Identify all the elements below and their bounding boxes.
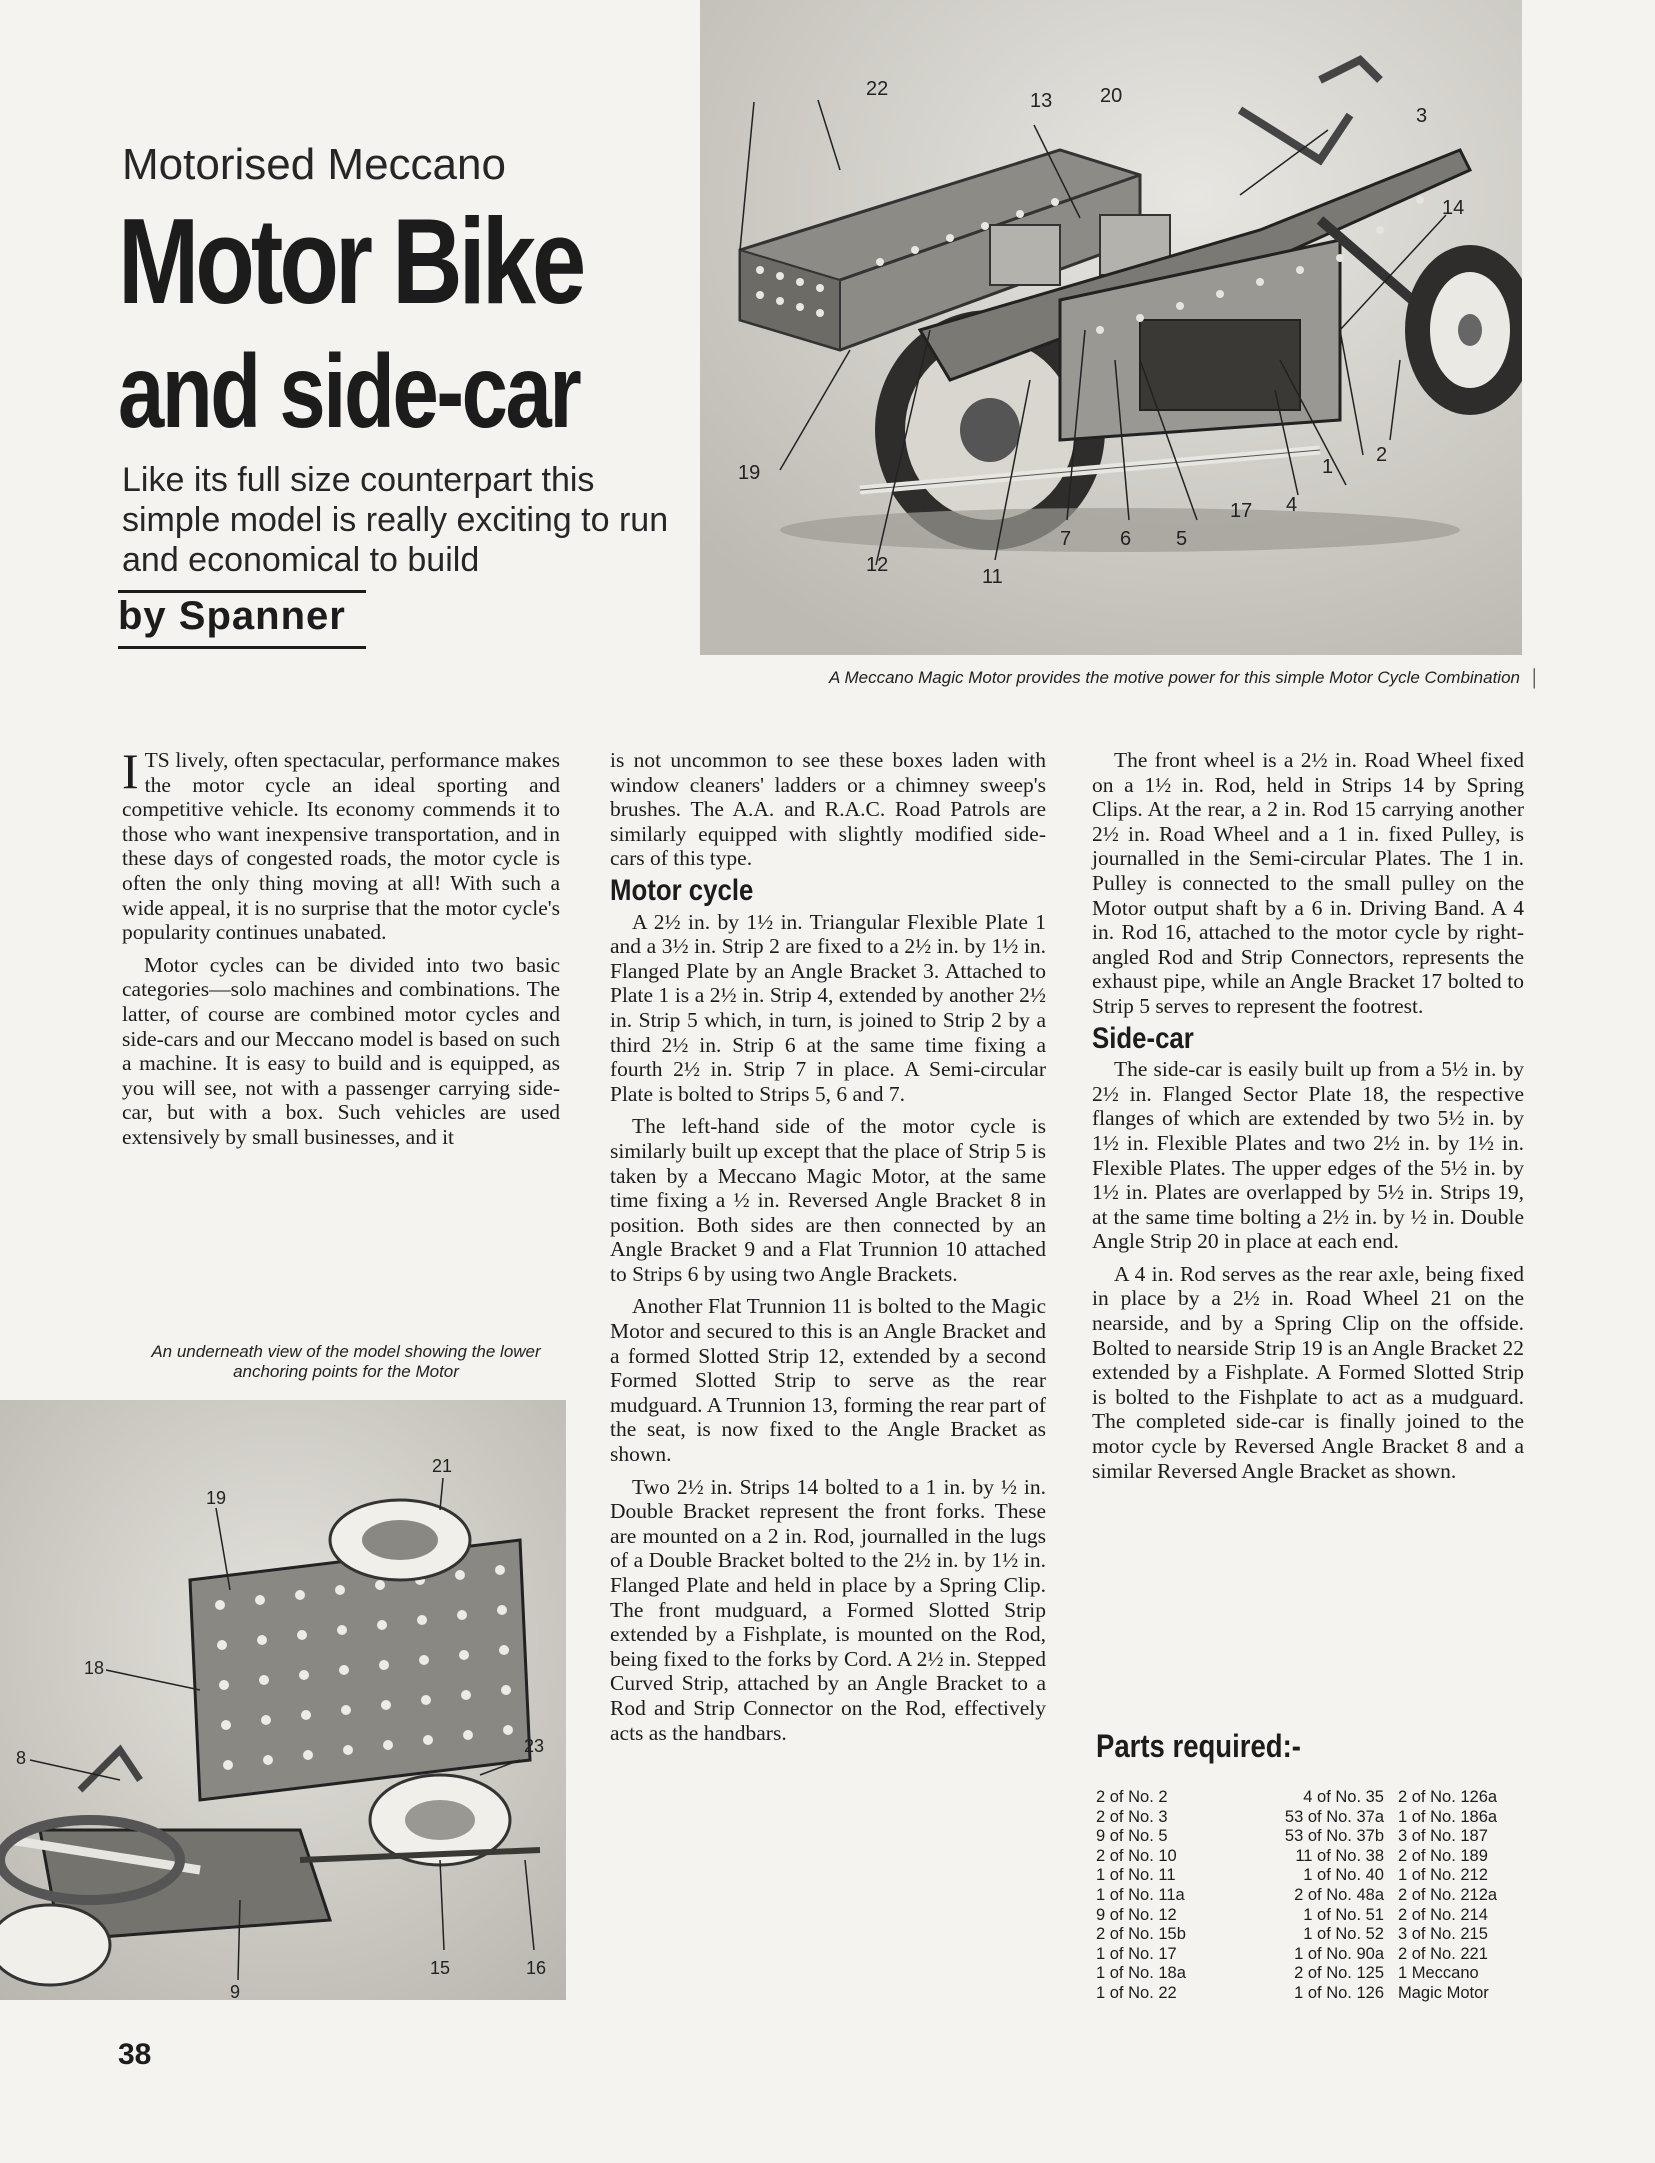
paragraph: The left-hand side of the motor cycle is similarly built up except that the place of Strip 5 is taken by a Meccano Magic Motor, at the same time fixing a ½ in. Reversed Angle Bracket 8 in position. Both sides are then connected by an Angle Bracket 9 and a Flat Trunnion 10 attached to Strips 6 by using two Angle Brackets. (610, 1114, 1046, 1286)
byline-bottom-rule (118, 646, 366, 649)
list-item: 1 of No. 186a (1398, 1807, 1498, 1826)
top-photo-caption: A Meccano Magic Motor provides the motive power for this simple Motor Cycle Combination (829, 668, 1520, 687)
bottom-callout-23: 23 (524, 1736, 545, 1756)
edge-mark: | (1532, 664, 1537, 689)
top-callout-7: 7 (1060, 528, 1072, 550)
list-item: 1 of No. 18a (1096, 1964, 1186, 1983)
list-item: 3 of No. 215 (1398, 1925, 1488, 1944)
paragraph: Two 2½ in. Strips 14 bolted to a 1 in. by ½ in. Double Bracket represent the front forks. These are mounted on a 2 in. Rod, journalled in the lugs of a Double Bracket bolted to the 2½ in. by 1½ in. Flanged Plate and held in place by a Spring Clip. The front mudguard, a Formed Slotted Strip extended by a Fishplate, is mounted on the Rod, being fixed to the forks by Cord. A 2½ in. Stepped Curved Strip, attached by an Angle Bracket to a Rod and Strip Connector on the Rod, effectively acts as the handbars. (610, 1474, 1046, 1745)
top-callout-2: 2 (1376, 444, 1388, 466)
paragraph: A 2½ in. by 1½ in. Triangular Flexible Plate 1 and a 3½ in. Strip 2 are fixed to a 2½ in. by 1½ in. Flanged Plate by an Angle Bracket 3. Attached to Plate 1 is a 2½ in. Strip 4, extended by another 2½ in. Strip 5 which, in turn, is joined to Strip 2 by a third 2½ in. Strip 6 at the same time fixing a fourth 2½ in. Strip 7 in place. A Semi-circular Plate is bolted to Strips 5, 6 and 7. (610, 909, 1046, 1106)
byline: by Spanner (118, 594, 346, 638)
list-item: 1 of No. 11 (1096, 1866, 1176, 1885)
list-item: Magic Motor (1398, 1983, 1489, 2002)
paragraph: Motor cycles can be divided into two basic categories—solo machines and combinations. The latter, of course are combined motor cycles and side-cars and our Meccano model is based on such a machine. It is easy to build and is equipped, as you will see, not with a passenger carrying side-car, but with a box. Such vehicles are used extensively by small businesses, and it (122, 952, 560, 1149)
list-item: 1 of No. 22 (1096, 1983, 1177, 2002)
intro-paragraph (122, 743, 560, 945)
list-item: 1 of No. 126 (1294, 1983, 1384, 2002)
list-item: 11 of No. 38 (1295, 1846, 1384, 1865)
article-column-2 (610, 748, 1046, 1753)
drop-cap: I (122, 743, 139, 799)
bottom-photo (0, 1400, 566, 2000)
paragraph: The side-car is easily built up from a 5½ in. by 2½ in. Flanged Sector Plate 18, the respective flanges of which are extended by two 5½ in. by 1½ in. Flexible Plates and two 2½ in. by 1½ in. Flexible Plates. The upper edges of the 5½ in. by 1½ in. Plates are overlapped by 5½ in. Strips 19, at the same time bolting a 2½ in. by ½ in. Double Angle Strip 20 in place at each end. (1092, 1057, 1524, 1254)
page-title: Motor Bike (118, 193, 583, 329)
list-item: 3 of No. 187 (1398, 1827, 1488, 1846)
parts-column-3 (1398, 1788, 1526, 2004)
bottom-callout-8: 8 (16, 1748, 27, 1768)
top-callout-14: 14 (1442, 197, 1465, 219)
paragraph: Another Flat Trunnion 11 is bolted to the Magic Motor and secured to this is an Angle Bracket and a formed Slotted Strip 12, extended by a second Formed Slotted Strip to serve as the rear mudguard. A Trunnion 13, forming the rear part of the seat, is now fixed to the Angle Bracket as shown. (610, 1294, 1046, 1467)
page-number: 38 (118, 2038, 152, 2071)
list-item: 1 of No. 51 (1303, 1905, 1384, 1924)
list-item: 1 of No. 17 (1096, 1944, 1177, 1963)
list-item: 1 of No. 40 (1303, 1866, 1384, 1885)
list-item: 1 of No. 212 (1398, 1866, 1488, 1885)
section-heading-side-car: Side-car (1092, 1021, 1194, 1055)
list-item: 53 of No. 37a (1284, 1807, 1384, 1826)
top-callout-1: 1 (1322, 456, 1334, 478)
underside-illustration (0, 1400, 566, 2000)
list-item: 2 of No. 2 (1096, 1788, 1168, 1806)
article-column-3 (1092, 748, 1524, 1491)
page-subtitle: and side-car (118, 334, 580, 450)
byline-top-rule (118, 590, 366, 593)
bottom-callout-15: 15 (430, 1958, 451, 1978)
standfirst: Like its full size counterpart this simple model is really exciting to run and economical to build (122, 461, 669, 579)
list-item: 2 of No. 10 (1096, 1846, 1177, 1865)
list-item: 2 of No. 221 (1398, 1944, 1488, 1963)
bottom-callout-9: 9 (230, 1982, 241, 2000)
list-item: 2 of No. 214 (1398, 1905, 1488, 1924)
continued-paragraph: is not uncommon to see these boxes laden with window cleaners' ladders or a chimney sweep's brushes. The A.A. and R.A.C. Road Patrols are similarly equipped with slightly modified side-cars of this type. (610, 748, 1046, 871)
top-callout-20: 20 (1100, 85, 1123, 107)
list-item: 9 of No. 5 (1096, 1827, 1168, 1846)
top-callout-5: 5 (1176, 528, 1188, 550)
list-item: 2 of No. 125 (1294, 1964, 1384, 1983)
parts-column-1 (1096, 1788, 1236, 2004)
top-callout-19: 19 (738, 462, 761, 484)
list-item: 9 of No. 12 (1096, 1905, 1177, 1924)
top-callout-6: 6 (1120, 528, 1132, 550)
article-column-1 (122, 743, 560, 1158)
list-item: 2 of No. 3 (1096, 1807, 1168, 1826)
paragraph: A 4 in. Rod serves as the rear axle, being fixed in place by a 2½ in. Road Wheel 21 on the nearside, and by a Spring Clip on the offside. Bolted to nearside Strip 19 is an Angle Bracket 22 extended by a Fishplate. A Formed Slotted Strip is bolted to the Fishplate to act as a mudguard. The completed side-car is finally joined to the motor cycle by Reversed Angle Bracket 8 and a similar Reversed Angle Bracket as shown. (1092, 1261, 1524, 1483)
kicker: Motorised Meccano (122, 140, 506, 189)
list-item: 2 of No. 15b (1096, 1925, 1186, 1944)
bottom-callout-19: 19 (206, 1488, 227, 1508)
list-item: 1 Meccano (1398, 1964, 1479, 1983)
list-item: 2 of No. 212a (1398, 1885, 1498, 1904)
top-callout-3: 3 (1416, 105, 1428, 127)
list-item: 1 of No. 90a (1294, 1944, 1384, 1963)
list-item: 2 of No. 126a (1398, 1788, 1498, 1806)
section-heading-motor-cycle: Motor cycle (610, 873, 754, 907)
list-item: 53 of No. 37b (1284, 1827, 1384, 1846)
top-callout-12: 12 (866, 554, 889, 576)
paragraph: The front wheel is a 2½ in. Road Wheel fixed on a 1½ in. Rod, held in Strips 14 by Spring Clips. At the rear, a 2 in. Rod 15 carrying another 2½ in. Road Wheel and a 1 in. fixed Pulley, is journalled in the Semi-circular Plates. The 1 in. Pulley is connected to the small pulley on the Motor output shaft by a 6 in. Driving Band. A 4 in. Rod 16, attached to the motor cycle by right-angled Rod and Strip Connectors, represents the exhaust pipe, while an Angle Bracket 17 bolted to Strip 5 serves to represent the footrest. (1092, 748, 1524, 1018)
top-callout-13: 13 (1030, 90, 1053, 112)
top-callout-17: 17 (1230, 500, 1253, 522)
list-item: 1 of No. 52 (1303, 1925, 1384, 1944)
bottom-callout-21: 21 (432, 1456, 453, 1476)
top-callout-22: 22 (866, 78, 889, 100)
list-item: 1 of No. 11a (1096, 1885, 1185, 1904)
intro-text: TS lively, often spectacular, performance makes the motor cycle an ideal sporting and competitive vehicle. Its economy commends it to those who want inexpensive transportation, and in these days of congested roads, the motor cycle is often the only thing moving at all! With such a wide appeal, it is no surprise that the motor cycle's popularity continues unabated. (122, 748, 560, 945)
list-item: 2 of No. 189 (1398, 1846, 1488, 1865)
list-item: 2 of No. 48a (1294, 1885, 1384, 1904)
bottom-callout-16: 16 (526, 1958, 547, 1978)
parts-column-2 (1244, 1788, 1384, 2004)
top-callout-4: 4 (1286, 494, 1298, 516)
bottom-photo-caption: An underneath view of the model showing the lower anchoring points for the Motor (151, 1342, 541, 1381)
top-callout-11: 11 (982, 566, 1003, 588)
top-photo (700, 0, 1522, 655)
bottom-callout-18: 18 (84, 1658, 105, 1678)
list-item: 4 of No. 35 (1303, 1788, 1384, 1806)
parts-heading: Parts required:- (1096, 1728, 1301, 1764)
